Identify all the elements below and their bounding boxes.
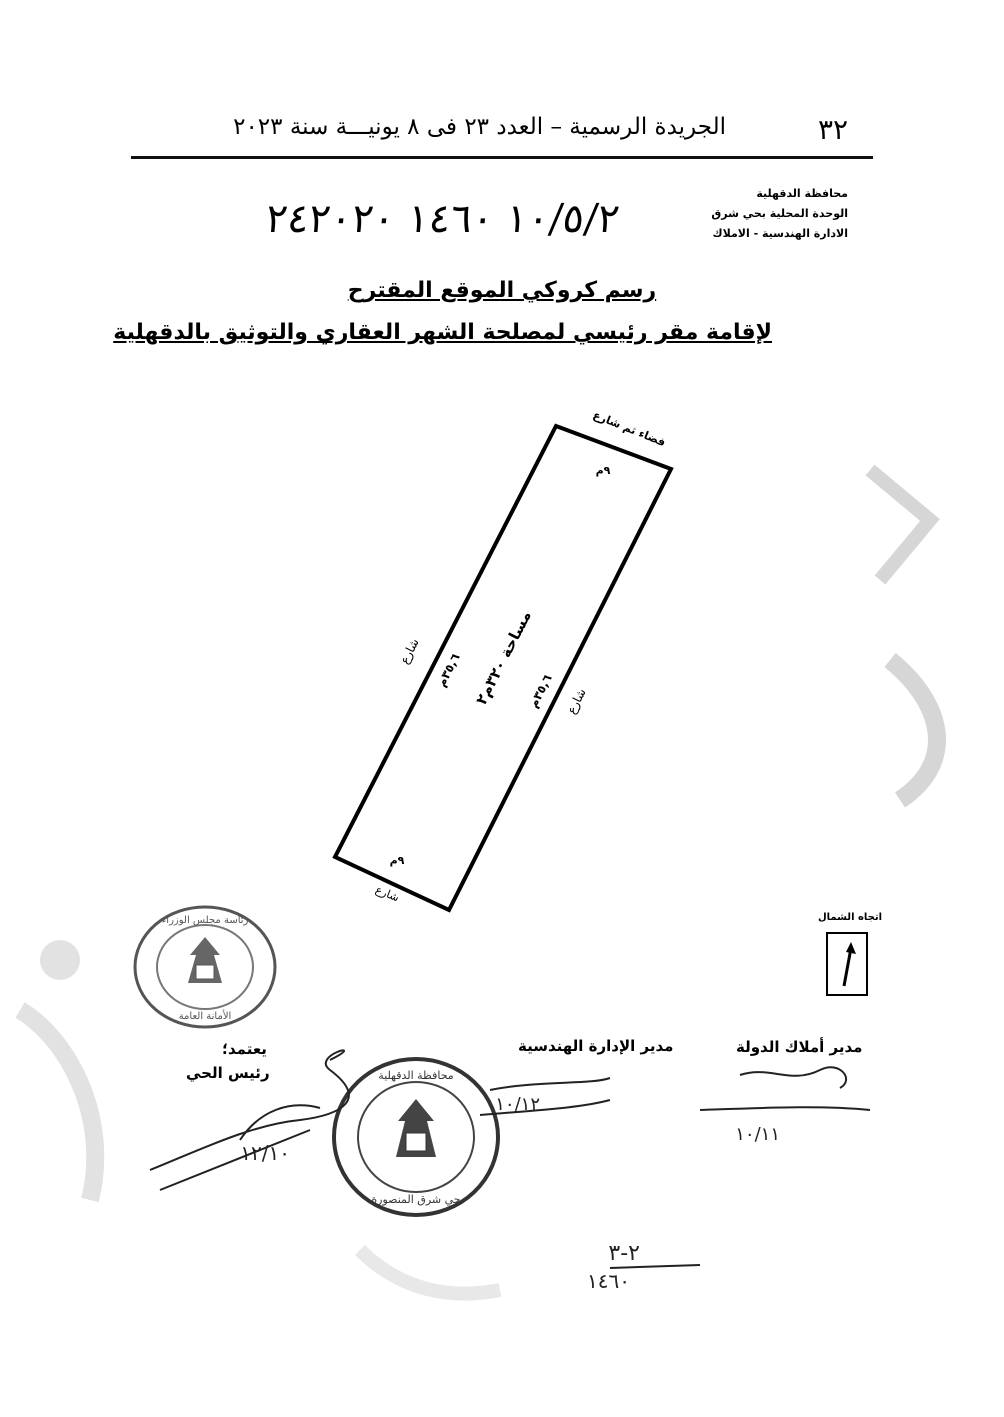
top-dimension: ٩م xyxy=(595,464,611,477)
approve-label: يعتمد؛ xyxy=(222,1040,267,1058)
left-label: شارع xyxy=(397,636,422,667)
bottom-fraction-top: ٢-٣ xyxy=(608,1241,640,1266)
letterhead-governorate: محافظة الدقهلية xyxy=(756,187,848,200)
page-number: ٣٢ xyxy=(818,113,849,146)
governorate-seal-bottom-text: حي شرق المنصورة xyxy=(371,1193,461,1206)
district-date: ١٢/١٠ xyxy=(240,1141,290,1165)
document-title: رسم كروكي الموقع المقترح xyxy=(347,278,657,303)
bottom-fraction-bottom: ١٤٦٠ xyxy=(587,1269,630,1290)
bottom-dimension: ٩م xyxy=(389,854,405,867)
letterhead-department: الادارة الهندسية - الاملاك xyxy=(712,227,848,240)
letterhead-local-unit: الوحدة المحلية بحي شرق xyxy=(711,207,848,220)
gazette-title: الجريدة الرسمية – العدد ٢٣ فى ٨ يونيـــة سنة ٢٠٢٣ xyxy=(233,114,726,140)
document-subtitle: لإقامة مقر رئيسي لمصلحة الشهر العقاري والتوثيق بالدقهلية xyxy=(113,320,772,345)
right-label: شارع xyxy=(564,686,589,717)
left-dimension: ٣٥,٦م xyxy=(434,651,463,690)
engineering-director-title: مدير الإدارة الهندسية xyxy=(518,1037,674,1055)
right-dimension: ٣٥,٦م xyxy=(526,672,555,711)
bottom-label: شارع xyxy=(373,883,402,905)
state-property-director-title: مدير أملاك الدولة xyxy=(736,1038,863,1056)
engineering-date: ١٠/١٢ xyxy=(495,1094,540,1115)
area-label: مساحة ٣٢٠م٢ xyxy=(472,607,535,708)
district-head-title: رئيس الحي xyxy=(186,1064,270,1082)
handwritten-reference: ١٠/٥/٢ ١٤٦٠ ٢٤٢٠٢٠ xyxy=(263,196,622,242)
north-label: اتجاه الشمال xyxy=(818,912,883,923)
state-property-date: ١٠/١١ xyxy=(735,1124,780,1145)
governorate-seal-top-text: محافظة الدقهلية xyxy=(378,1069,454,1082)
top-label: فضاء ثم شارع xyxy=(591,408,668,450)
cabinet-seal-bottom-text: الأمانة العامة xyxy=(178,1011,232,1022)
cabinet-seal-top-text: رئاسة مجلس الوزراء xyxy=(161,915,249,926)
